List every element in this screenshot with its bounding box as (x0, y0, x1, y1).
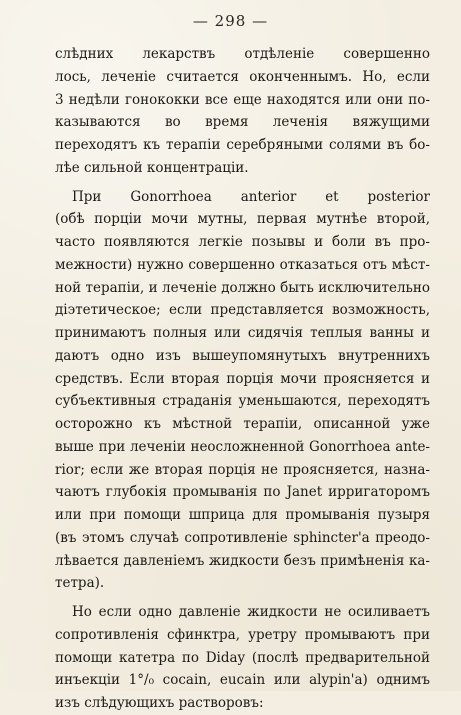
text-line: помощи катетра по Diday (послѣ предварительной (55, 649, 430, 666)
text-line: 3 недѣли гонококки все еще находятся или они по- (55, 91, 430, 108)
text-line: казываются во время леченія вяжущими (55, 114, 430, 131)
text-line: часто появляются легкіе позывы и боли въ про- (55, 234, 430, 250)
text-line: субъективныя страданія уменьшаются, переходятъ (55, 393, 430, 410)
text-line: даютъ одно изъ вышеупомянутыхъ внутреннихъ (55, 347, 430, 364)
text-line: инъекціи 1°/₀ cocain, eucain или alypin'a) однимъ (55, 672, 430, 689)
text-line: или при помощи шприца для промыванія пузыря (55, 507, 430, 523)
text-line: (въ этомъ случаѣ сопротивленіе sphincter'a преодо- (55, 529, 430, 546)
text-line: тетра). (55, 575, 105, 592)
text-line: выше при леченіи неосложненной Gonorrhoea ante- (55, 438, 430, 455)
text-line: лѣвается давленіемъ жидкости безъ примѣненія ка- (55, 552, 430, 569)
text-line: межности) нужно совершенно отказаться отъ мѣст- (55, 256, 430, 273)
text-line: слѣдних лекарствъ отдѣленіе совершенно (55, 46, 430, 62)
text-line: діэтетическое; если представляется возможность, (55, 302, 430, 319)
text-line: При Gonorrhoea anterior et posterior (72, 188, 430, 205)
text-line: изъ слѣдующихъ растворовъ: (55, 695, 264, 711)
page-number: — 298 — (192, 12, 269, 30)
text-line: средствъ. Если вторая порція мочи проясняется и (55, 370, 430, 387)
text-line: сопротивленія сфинктра, уретру промываютъ при (55, 626, 430, 643)
text-line: (обѣ порціи мочи мутны, первая мутнѣе второй, (55, 211, 430, 228)
text-line: ной терапіи, и леченіе должно быть исключительно (55, 279, 430, 296)
text-line: чаютъ глубокія промыванія по Janet ирригаторомъ (55, 484, 430, 501)
text-line: принимаютъ полныя или сидячія теплыя ванны и (55, 325, 430, 341)
text-line: Но если одно давленіе жидкости не осиливаетъ (72, 604, 430, 620)
text-line: осторожно къ мѣстной терапіи, описанной уже (55, 416, 430, 432)
page-body-text (55, 43, 430, 715)
text-line: rior; если же вторая порція не проясняется, назна- (55, 461, 430, 478)
text-line: переходятъ къ терапіи серебряными солями въ бо- (55, 137, 430, 153)
text-line: лось, леченіе считается оконченнымъ. Но, если (55, 68, 430, 85)
text-line: лѣе сильной концентраціи. (55, 159, 249, 176)
